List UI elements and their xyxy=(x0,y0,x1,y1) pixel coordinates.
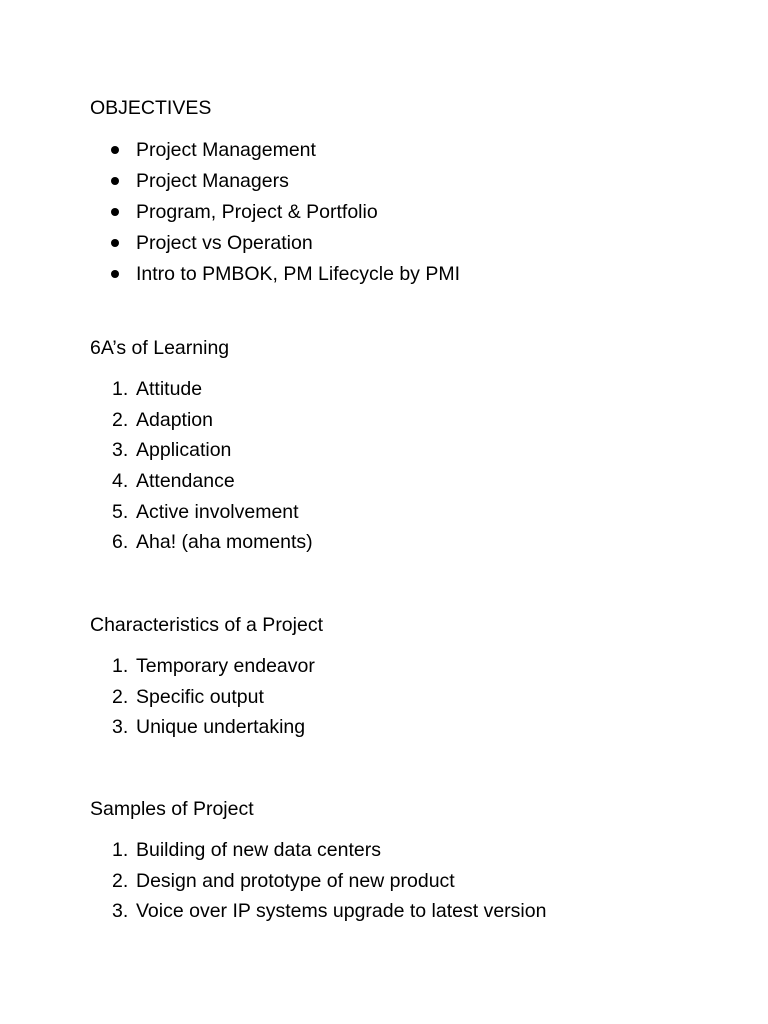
list-item xyxy=(90,500,730,531)
item-number: 4. xyxy=(112,470,129,493)
item-number: 1. xyxy=(112,839,129,861)
numbered-list xyxy=(90,377,730,561)
list-item-text: Project Managers xyxy=(136,170,289,192)
bullet-icon xyxy=(111,177,119,185)
list-item-text: Program, Project & Portfolio xyxy=(136,201,378,223)
list-item xyxy=(90,838,730,869)
list-item-text: Specific output xyxy=(136,685,264,708)
section-objectives xyxy=(90,96,730,293)
item-number: 2. xyxy=(112,869,129,892)
section-samples-of-project xyxy=(90,797,730,930)
list-item xyxy=(90,138,730,169)
list-item xyxy=(90,654,730,685)
list-item xyxy=(90,408,730,439)
bullet-icon xyxy=(111,208,119,216)
item-number: 1. xyxy=(112,655,129,677)
list-item-text: Active involvement xyxy=(136,500,299,523)
item-number: 3. xyxy=(112,439,129,462)
item-number: 1. xyxy=(112,378,129,400)
list-item-text: Project Management xyxy=(136,139,316,161)
list-item xyxy=(90,169,730,200)
bullet-icon xyxy=(111,146,119,154)
item-number: 3. xyxy=(112,900,129,923)
section-heading: Samples of Project xyxy=(90,798,254,820)
item-number: 3. xyxy=(112,716,129,739)
list-item-text: Intro to PMBOK, PM Lifecycle by PMI xyxy=(136,263,461,285)
list-item xyxy=(90,685,730,716)
list-item xyxy=(90,377,730,408)
list-item xyxy=(90,715,730,746)
list-item xyxy=(90,869,730,900)
list-item-text: Application xyxy=(136,439,232,462)
bullet-icon xyxy=(111,270,119,278)
item-number: 2. xyxy=(112,408,129,431)
section-6as-of-learning xyxy=(90,336,730,561)
list-item xyxy=(90,200,730,231)
section-heading: 6A’s of Learning xyxy=(90,337,230,359)
list-item xyxy=(90,530,730,561)
section-characteristics-of-a-project xyxy=(90,613,730,746)
list-item-text: Voice over IP systems upgrade to latest version xyxy=(136,900,547,923)
item-number: 6. xyxy=(112,531,129,554)
numbered-list xyxy=(90,838,730,930)
numbered-list xyxy=(90,654,730,746)
list-item-text: Attendance xyxy=(136,470,235,493)
list-item-text: Aha! (aha moments) xyxy=(136,531,313,554)
item-number: 5. xyxy=(112,500,129,523)
list-item-text: Unique undertaking xyxy=(136,716,306,739)
list-item-text: Adaption xyxy=(136,408,213,431)
list-item-text: Project vs Operation xyxy=(136,232,313,254)
section-heading: Characteristics of a Project xyxy=(90,614,324,636)
list-item xyxy=(90,262,730,293)
item-number: 2. xyxy=(112,685,129,708)
list-item-text: Building of new data centers xyxy=(136,839,381,861)
list-item-text: Attitude xyxy=(136,378,203,400)
bullet-icon xyxy=(111,239,119,247)
list-item xyxy=(90,438,730,469)
bulleted-list xyxy=(90,138,730,293)
section-heading: OBJECTIVES xyxy=(90,97,212,119)
list-item-text: Design and prototype of new product xyxy=(136,869,455,892)
list-item xyxy=(90,231,730,262)
list-item xyxy=(90,899,730,930)
list-item xyxy=(90,469,730,500)
list-item-text: Temporary endeavor xyxy=(136,655,315,677)
